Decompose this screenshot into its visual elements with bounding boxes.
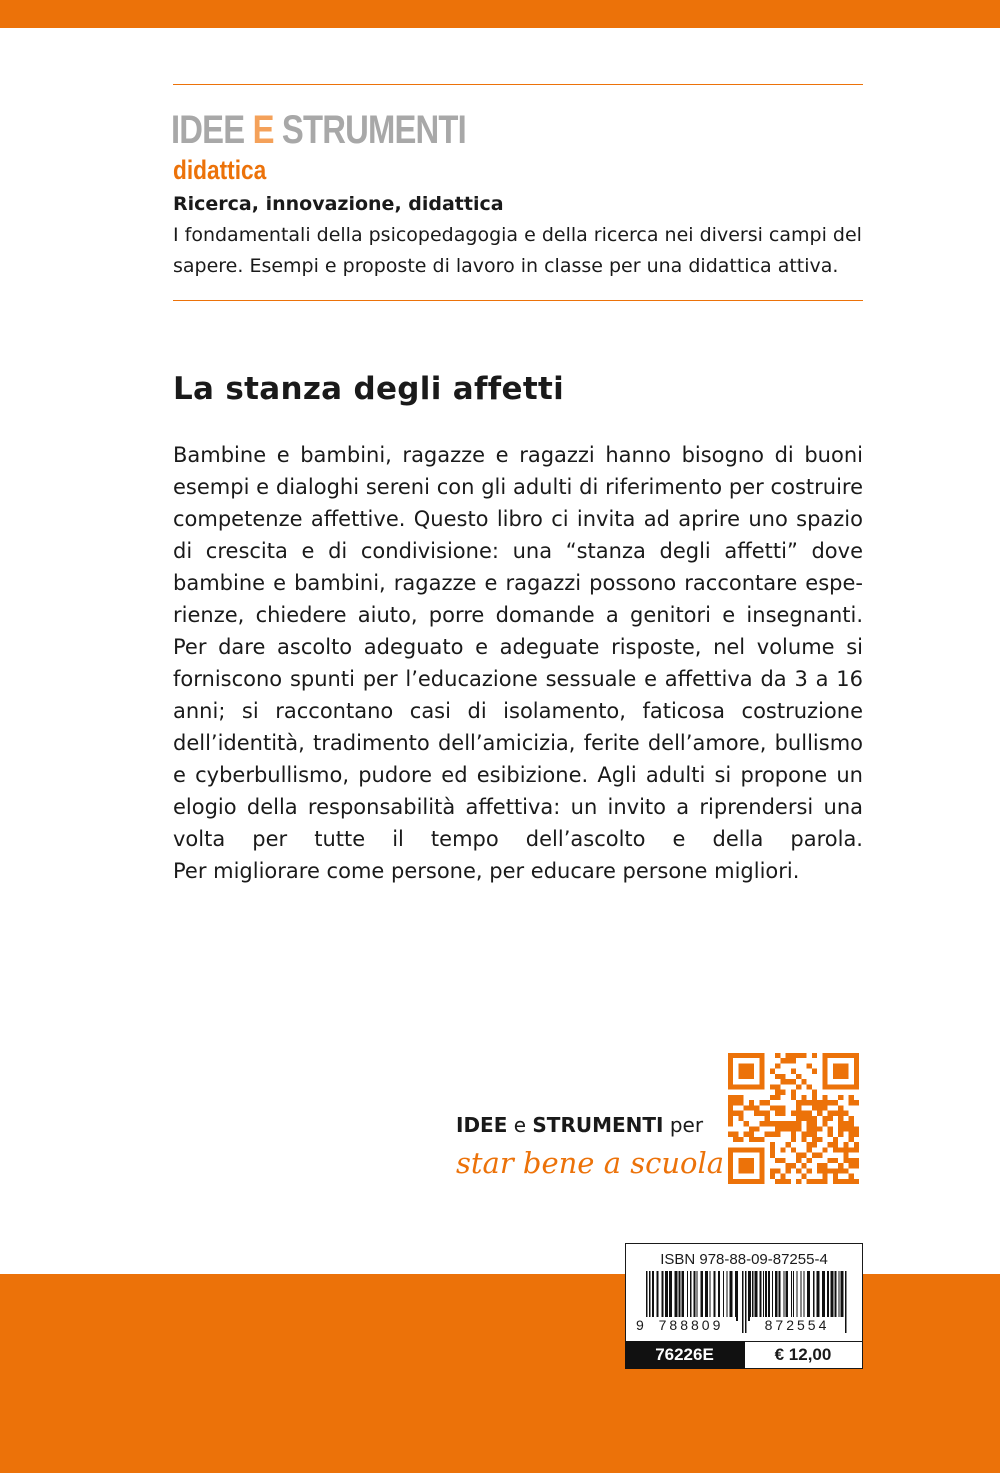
promo-e: e (513, 1113, 527, 1137)
bottom-divider (173, 300, 863, 301)
blurb-paragraph: Per dare ascolto adeguato e adeguate risposte, nel volume si forniscono spunti per l’educazione sessuale e affettiva da 3 a 16 anni; si raccontano casi di isolamento, faticosa costruzione dell’identità, tradimento dell’amicizia, ferite dell’amore, bullismo e cyberbullismo, pudore ed esibizione. Agli adulti si propone un elogio della responsabilità affettiva: un invito a riprendersi una volta per tutte il tempo dell’ascolto e della parola. (173, 635, 863, 851)
promo-script: star bene a scuola (456, 1146, 725, 1180)
series-title-part1: IDEE (171, 108, 253, 152)
series-promo (456, 1110, 725, 1180)
book-title: La stanza degli affetti (173, 371, 565, 407)
series-title-accent: E (252, 108, 274, 152)
barcode-label (625, 1243, 863, 1368)
blurb-paragraph: Bambine e bambini, ragazze e ragazzi hanno bisogno di buoni esempi e dialoghi sereni con gli adulti di riferimento per costruire competenze affettive. Questo libro ci invita ad aprire uno spazio di crescita e di condivisione: una “stanza degli affetti” dove bambine e bambini, ragazze e ragazzi possono raccontare esperienze, chiedere aiuto, porre domande a genitori e insegnanti. (173, 443, 863, 627)
barcode-icon (636, 1271, 854, 1333)
series-subtitle: didattica (173, 155, 267, 185)
barcode-digits-right: 872554 (764, 1317, 830, 1333)
top-orange-band (0, 0, 1000, 28)
promo-idee: IDEE (456, 1113, 508, 1137)
promo-per: per (669, 1113, 704, 1137)
barcode-digit-lead: 9 (636, 1317, 644, 1333)
series-tagline: Ricerca, innovazione, didattica (173, 193, 504, 215)
series-title-part2: STRUMENTI (273, 108, 466, 152)
blurb-paragraph: Per migliorare come persone, per educare persone migliori. (173, 859, 800, 883)
price: € 12,00 (745, 1341, 863, 1369)
qr-code-icon[interactable] (728, 1053, 859, 1184)
series-description: I fondamentali della psicopedagogia e della ricerca nei diversi campi del sapere. Esempi e proposte di lavoro in classe per una didattica attiva. (173, 224, 862, 277)
product-code: 76226E (625, 1341, 745, 1369)
isbn-text: ISBN 978-88-09-87255-4 (660, 1251, 828, 1268)
barcode-digits-left: 788809 (658, 1317, 724, 1333)
book-blurb (173, 439, 863, 887)
top-divider (173, 84, 863, 85)
promo-strumenti: STRUMENTI (532, 1113, 664, 1137)
price-row (625, 1341, 863, 1369)
promo-line (456, 1110, 706, 1140)
series-title (171, 106, 466, 154)
